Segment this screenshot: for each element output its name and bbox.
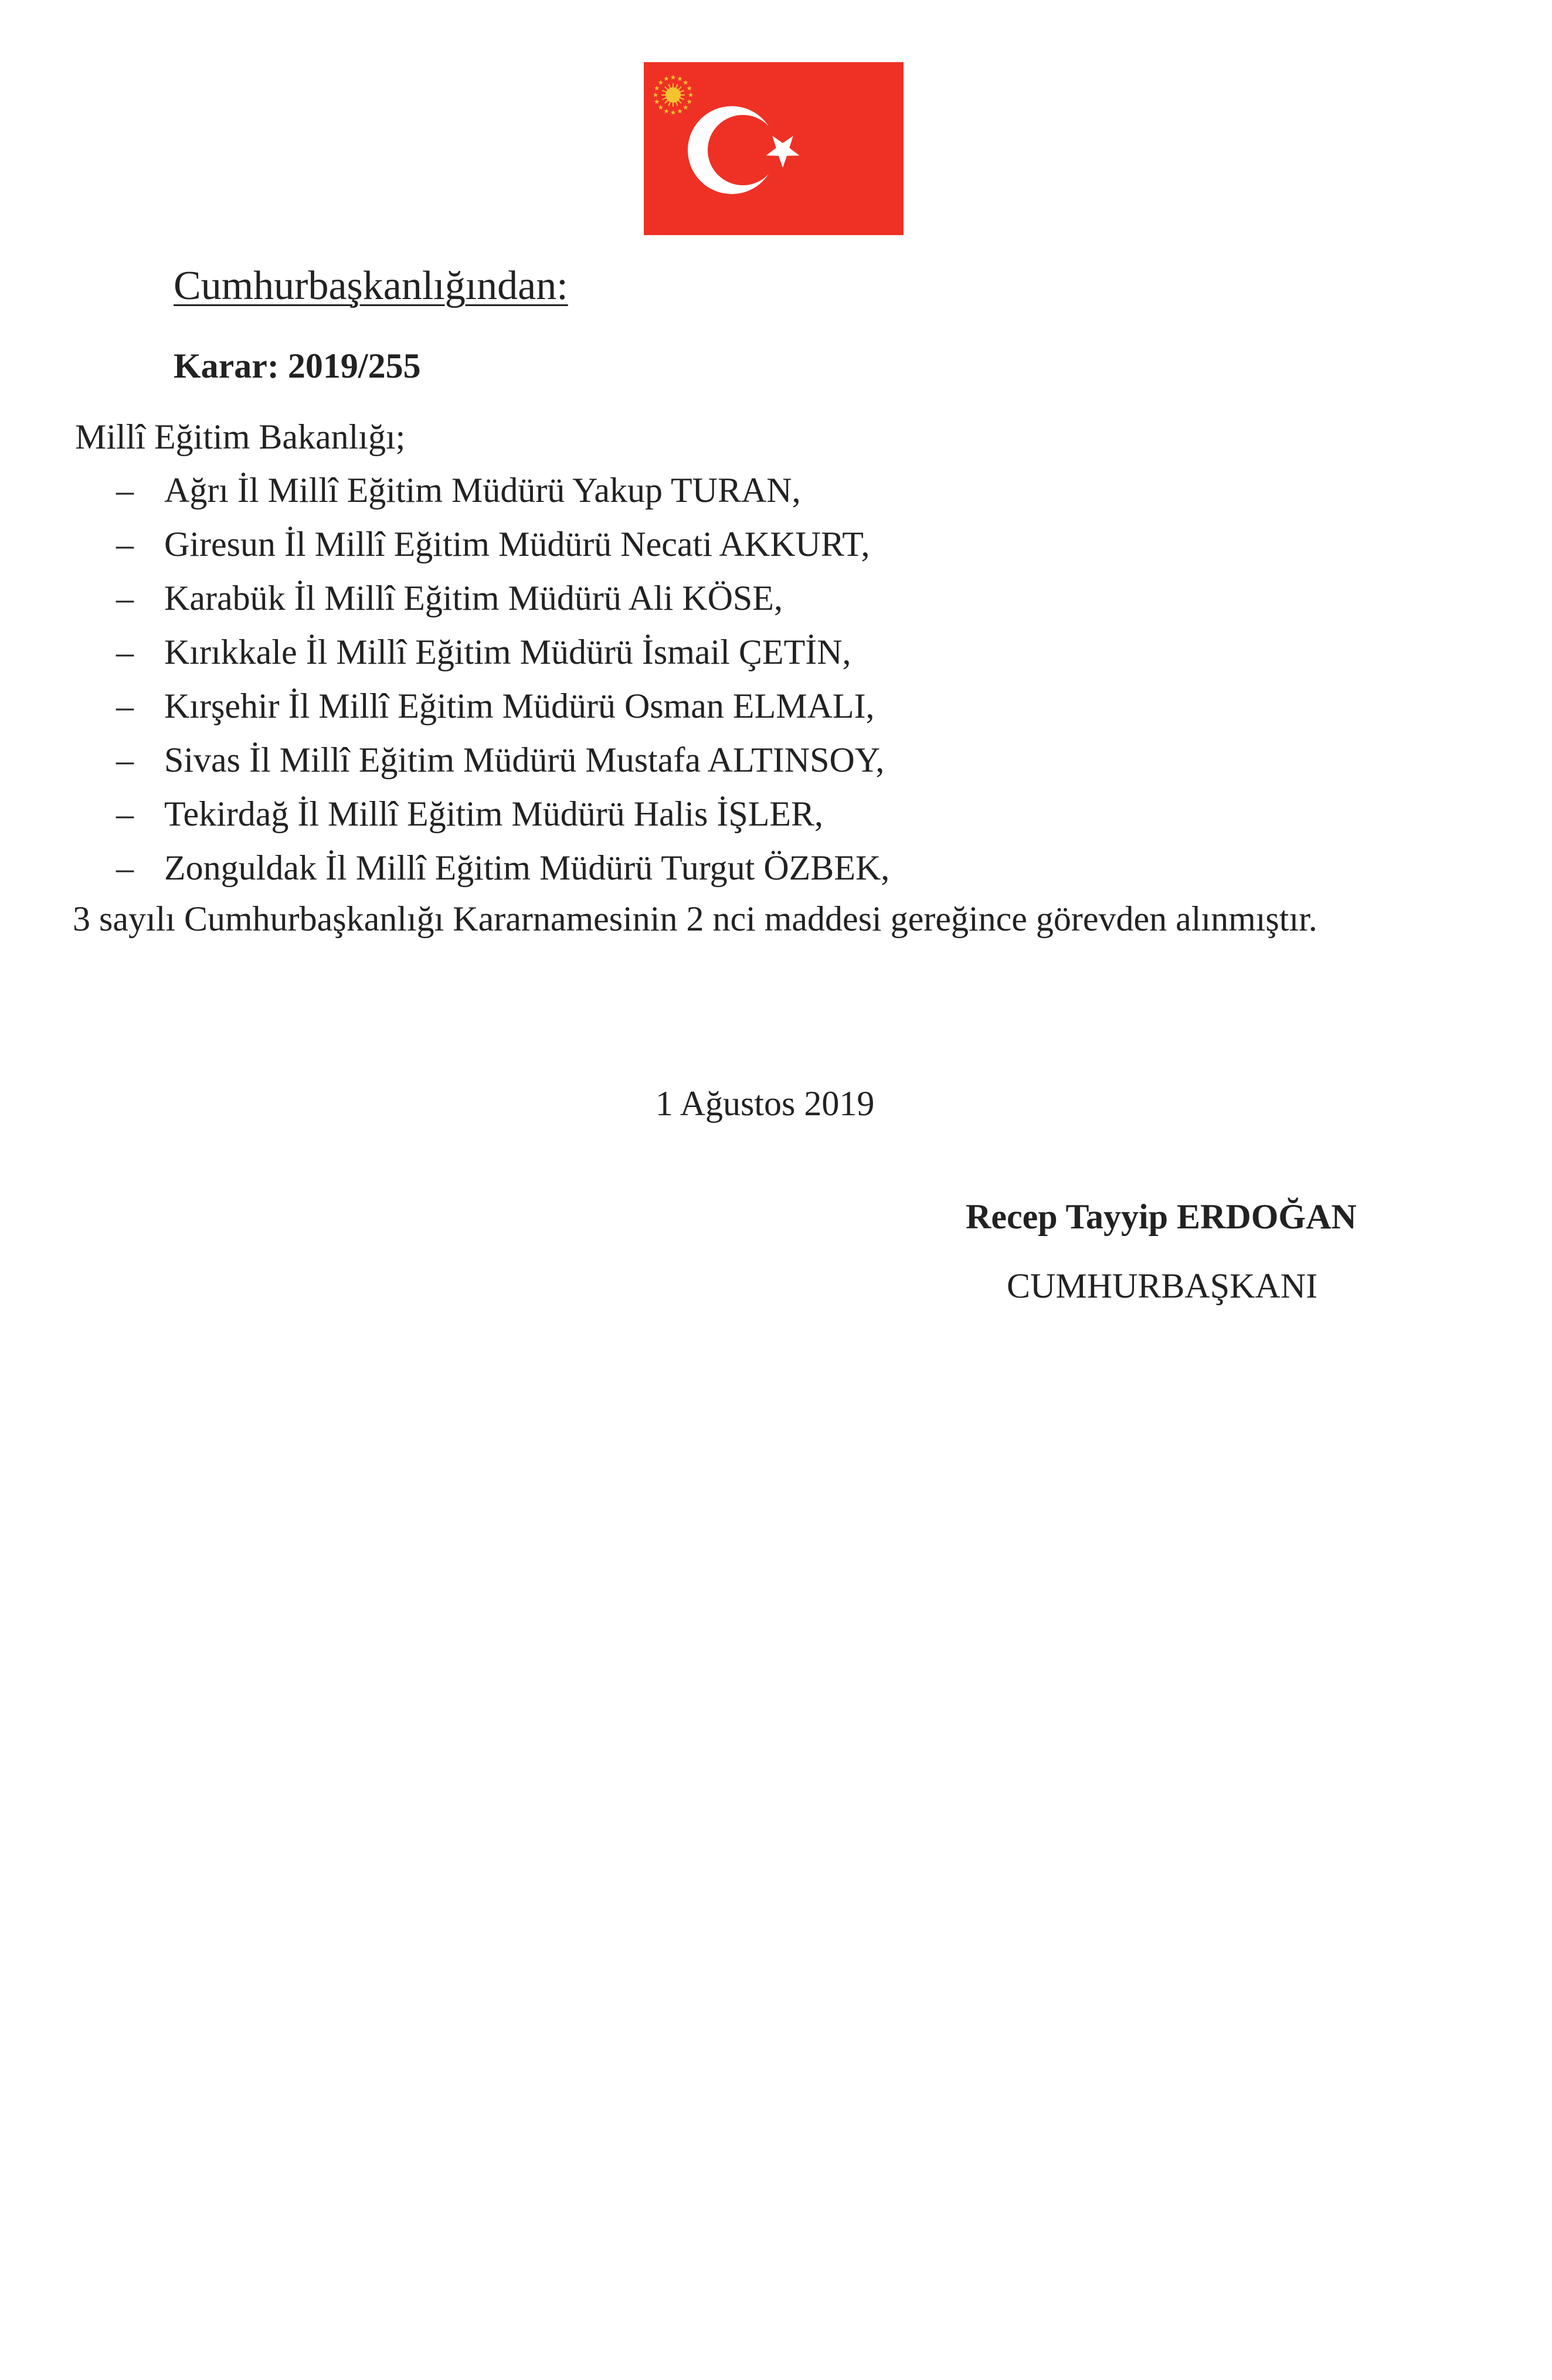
dismissal-entry: Giresun İl Millî Eğitim Müdürü Necati AKKURT, [164, 525, 870, 563]
dismissal-entry: Ağrı İl Millî Eğitim Müdürü Yakup TURAN, [164, 471, 801, 510]
dismissal-entry: Tekirdağ İl Millî Eğitim Müdürü Halis İŞLER, [164, 795, 824, 833]
decision-date: 1 Ağustos 2019 [656, 1084, 875, 1123]
list-dash: – [116, 633, 134, 671]
dismissal-entry: Kırşehir İl Millî Eğitim Müdürü Osman ELMALI, [164, 687, 875, 725]
dismissal-entry: Sivas İl Millî Eğitim Müdürü Mustafa ALTINSOY, [164, 741, 885, 779]
list-dash: – [116, 525, 134, 563]
dismissal-entry: Kırıkkale İl Millî Eğitim Müdürü İsmail ÇETİN, [164, 633, 851, 671]
ministry-name: Millî Eğitim Bakanlığı; [75, 417, 406, 456]
list-dash: – [116, 471, 134, 510]
list-dash: – [116, 848, 134, 887]
signatory-name: Recep Tayyip ERDOĞAN [966, 1197, 1357, 1236]
list-dash: – [116, 741, 134, 779]
list-dash: – [116, 687, 134, 725]
turkish-flag-icon [644, 62, 904, 235]
dismissal-entry: Karabük İl Millî Eğitim Müdürü Ali KÖSE, [164, 579, 783, 617]
signatory-title: CUMHURBAŞKANI [1007, 1267, 1318, 1305]
decision-number: Karar: 2019/255 [174, 347, 421, 385]
list-dash: – [116, 579, 134, 617]
crescent-inner [708, 115, 778, 185]
issuer-heading: Cumhurbaşkanlığından: [174, 263, 568, 308]
dismissal-entry: Zonguldak İl Millî Eğitim Müdürü Turgut ÖZBEK, [164, 848, 890, 887]
closing-statement: 3 sayılı Cumhurbaşkanlığı Kararnamesinin 2 nci maddesi gereğince görevden alınmıştır. [73, 899, 1317, 938]
list-dash: – [116, 795, 134, 833]
